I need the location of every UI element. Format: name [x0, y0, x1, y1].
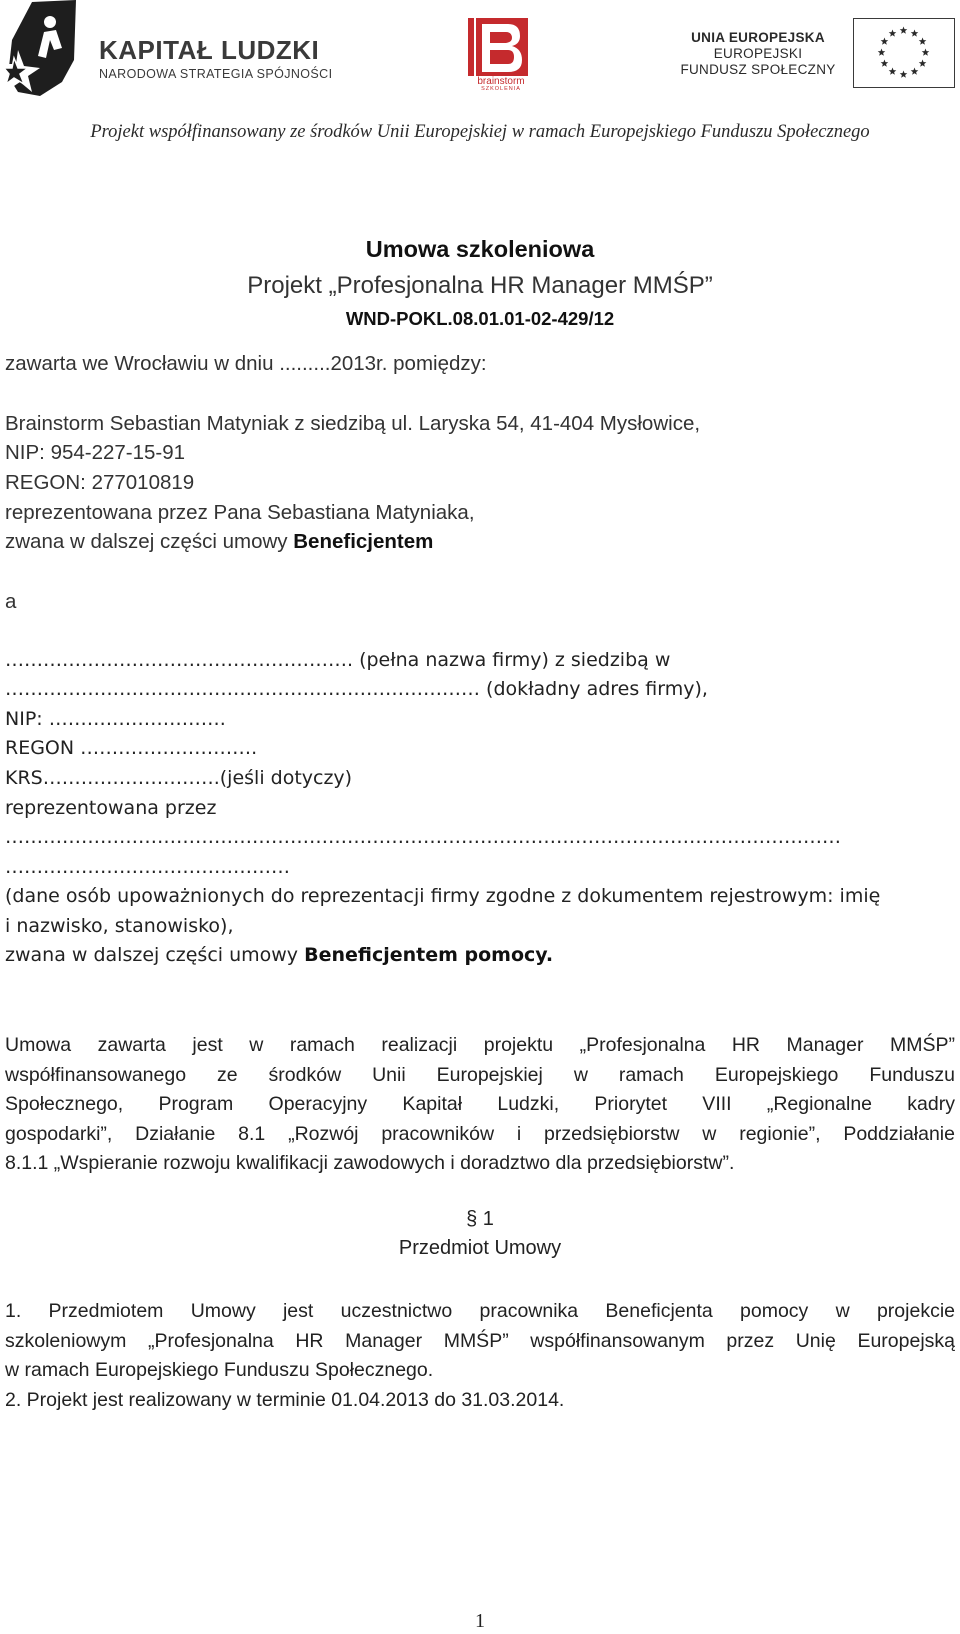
brainstorm-mark [468, 18, 534, 90]
eu-stars-icon [854, 19, 953, 86]
section-symbol: § 1 [466, 1208, 494, 1230]
funding-tagline: Projekt współfinansowany ze środków Unii Europejskiej w ramach Europejskiego Funduszu Społecznego [90, 122, 870, 142]
party2-company-name: ………………………………………………. (pełna nazwa firmy) z siedzibą w [5, 649, 671, 671]
contract-intro: zawarta we Wrocławiu w dniu .........2013r. pomiędzy: [5, 352, 487, 375]
party2-rep-dots-2: ……………………………………… [5, 856, 290, 878]
conjunction-a: a [5, 590, 17, 613]
party1-address: Brainstorm Sebastian Matyniak z siedzibą ul. Laryska 54, 41-404 Mysłowice, [5, 412, 701, 435]
item2: 2. Projekt jest realizowany w terminie 01.04.2013 do 31.03.2014. [5, 1389, 565, 1411]
party1-nip: NIP: 954-227-15-91 [5, 441, 186, 464]
party2-representative: reprezentowana przez [5, 797, 217, 819]
eu-star-icon [878, 49, 886, 56]
paragraph-line-1: Umowa zawarta jest w ramach realizacji projektu „Profesjonalna HR Manager MMŚP” [5, 1034, 955, 1056]
eu-line-3: FUNDUSZ SPOŁECZNY [680, 62, 836, 77]
eu-star-icon [919, 60, 927, 67]
item1-line-1: 1. Przedmiotem Umowy jest uczestnictwo pracownika Beneficjenta pomocy w projekcie [5, 1300, 955, 1322]
party1-representative: reprezentowana przez Pana Sebastiana Matyniaka, [5, 501, 475, 524]
project-code: WND-POKL.08.01.01-02-429/12 [345, 308, 615, 329]
party1-designation [5, 530, 433, 554]
party1-regon: REGON: 277010819 [5, 471, 195, 494]
party2-note-line-2: i nazwisko, stanowisko), [5, 915, 234, 937]
paragraph-line-4: gospodarki”, Działanie 8.1 „Rozwój pracowników i przedsiębiorstw w regionie”, Poddziałanie [5, 1123, 955, 1145]
item1-line-2: szkoleniowym „Profesjonalna HR Manager MMŚP” współfinansowanym przez Unię Europejską [5, 1330, 955, 1352]
eu-star-icon [919, 38, 927, 45]
party2-designation-prefix: zwana w dalszej części umowy [5, 944, 305, 966]
eu-star-icon [900, 71, 908, 78]
eu-star-icon [889, 68, 897, 75]
eu-star-icon [881, 38, 889, 45]
party2-regon: REGON ………………………. [5, 737, 258, 759]
party2-nip: NIP: ………………………. [5, 708, 226, 730]
eu-line-2: EUROPEJSKI [713, 46, 803, 61]
brainstorm-logo [468, 18, 534, 90]
paragraph-line-5: 8.1.1 „Wspieranie rozwoju kwalifikacji zawodowych i doradztwo dla przedsiębiorstw”. [5, 1152, 735, 1174]
eu-star-icon [922, 49, 930, 56]
party1-designation-prefix: zwana w dalszej części umowy [5, 530, 294, 553]
page-number: 1 [475, 1610, 485, 1632]
kapital-ludzki-emblem [4, 0, 84, 96]
section-title: Przedmiot Umowy [398, 1237, 562, 1259]
party2-designation [5, 944, 553, 966]
eu-star-icon [900, 27, 908, 34]
kapital-ludzki-title: KAPITAŁ LUDZKI [99, 35, 320, 65]
item1-line-3: w ramach Europejskiego Funduszu Społecznego. [5, 1359, 434, 1381]
eu-flag-icon [853, 18, 955, 88]
brainstorm-name: brainstorm [477, 76, 525, 87]
party2-address: ………………………………………………………………… (dokładny adres firmy), [5, 678, 708, 700]
eu-star-icon [881, 60, 889, 67]
kapital-ludzki-subtitle: NARODOWA STRATEGIA SPÓJNOŚCI [99, 67, 333, 81]
kapital-ludzki-logo [4, 0, 344, 96]
eu-star-icon [911, 29, 919, 36]
eu-line-1: UNIA EUROPEJSKA [691, 30, 825, 45]
party2-rep-dots-1: …………………………………………………………………………………………………………………… [5, 826, 841, 848]
eu-star-icon [889, 29, 897, 36]
paragraph-line-3: Społecznego, Program Operacyjny Kapitał Ludzki, Priorytet VIII „Regionalne kadry [5, 1093, 955, 1115]
party2-note-line-1: (dane osób upoważnionych do reprezentacji firmy zgodne z dokumentem rejestrowym: imię [5, 885, 881, 907]
document-title: Umowa szkoleniowa [365, 236, 595, 262]
party1-designation-name: Beneficjentem [293, 530, 434, 553]
party2-designation-name: Beneficjentem pomocy. [304, 944, 554, 966]
eu-logo [668, 18, 958, 88]
paragraph-line-2: współfinansowanego ze środków Unii Europejskiej w ramach Europejskiego Funduszu [5, 1064, 955, 1086]
eu-star-icon [911, 68, 919, 75]
party2-krs: KRS……………………….(jeśli dotyczy) [5, 767, 353, 789]
brainstorm-sub: SZKOLENIA [481, 86, 521, 90]
project-name: Projekt „Profesjonalna HR Manager MMŚP” [247, 272, 713, 299]
